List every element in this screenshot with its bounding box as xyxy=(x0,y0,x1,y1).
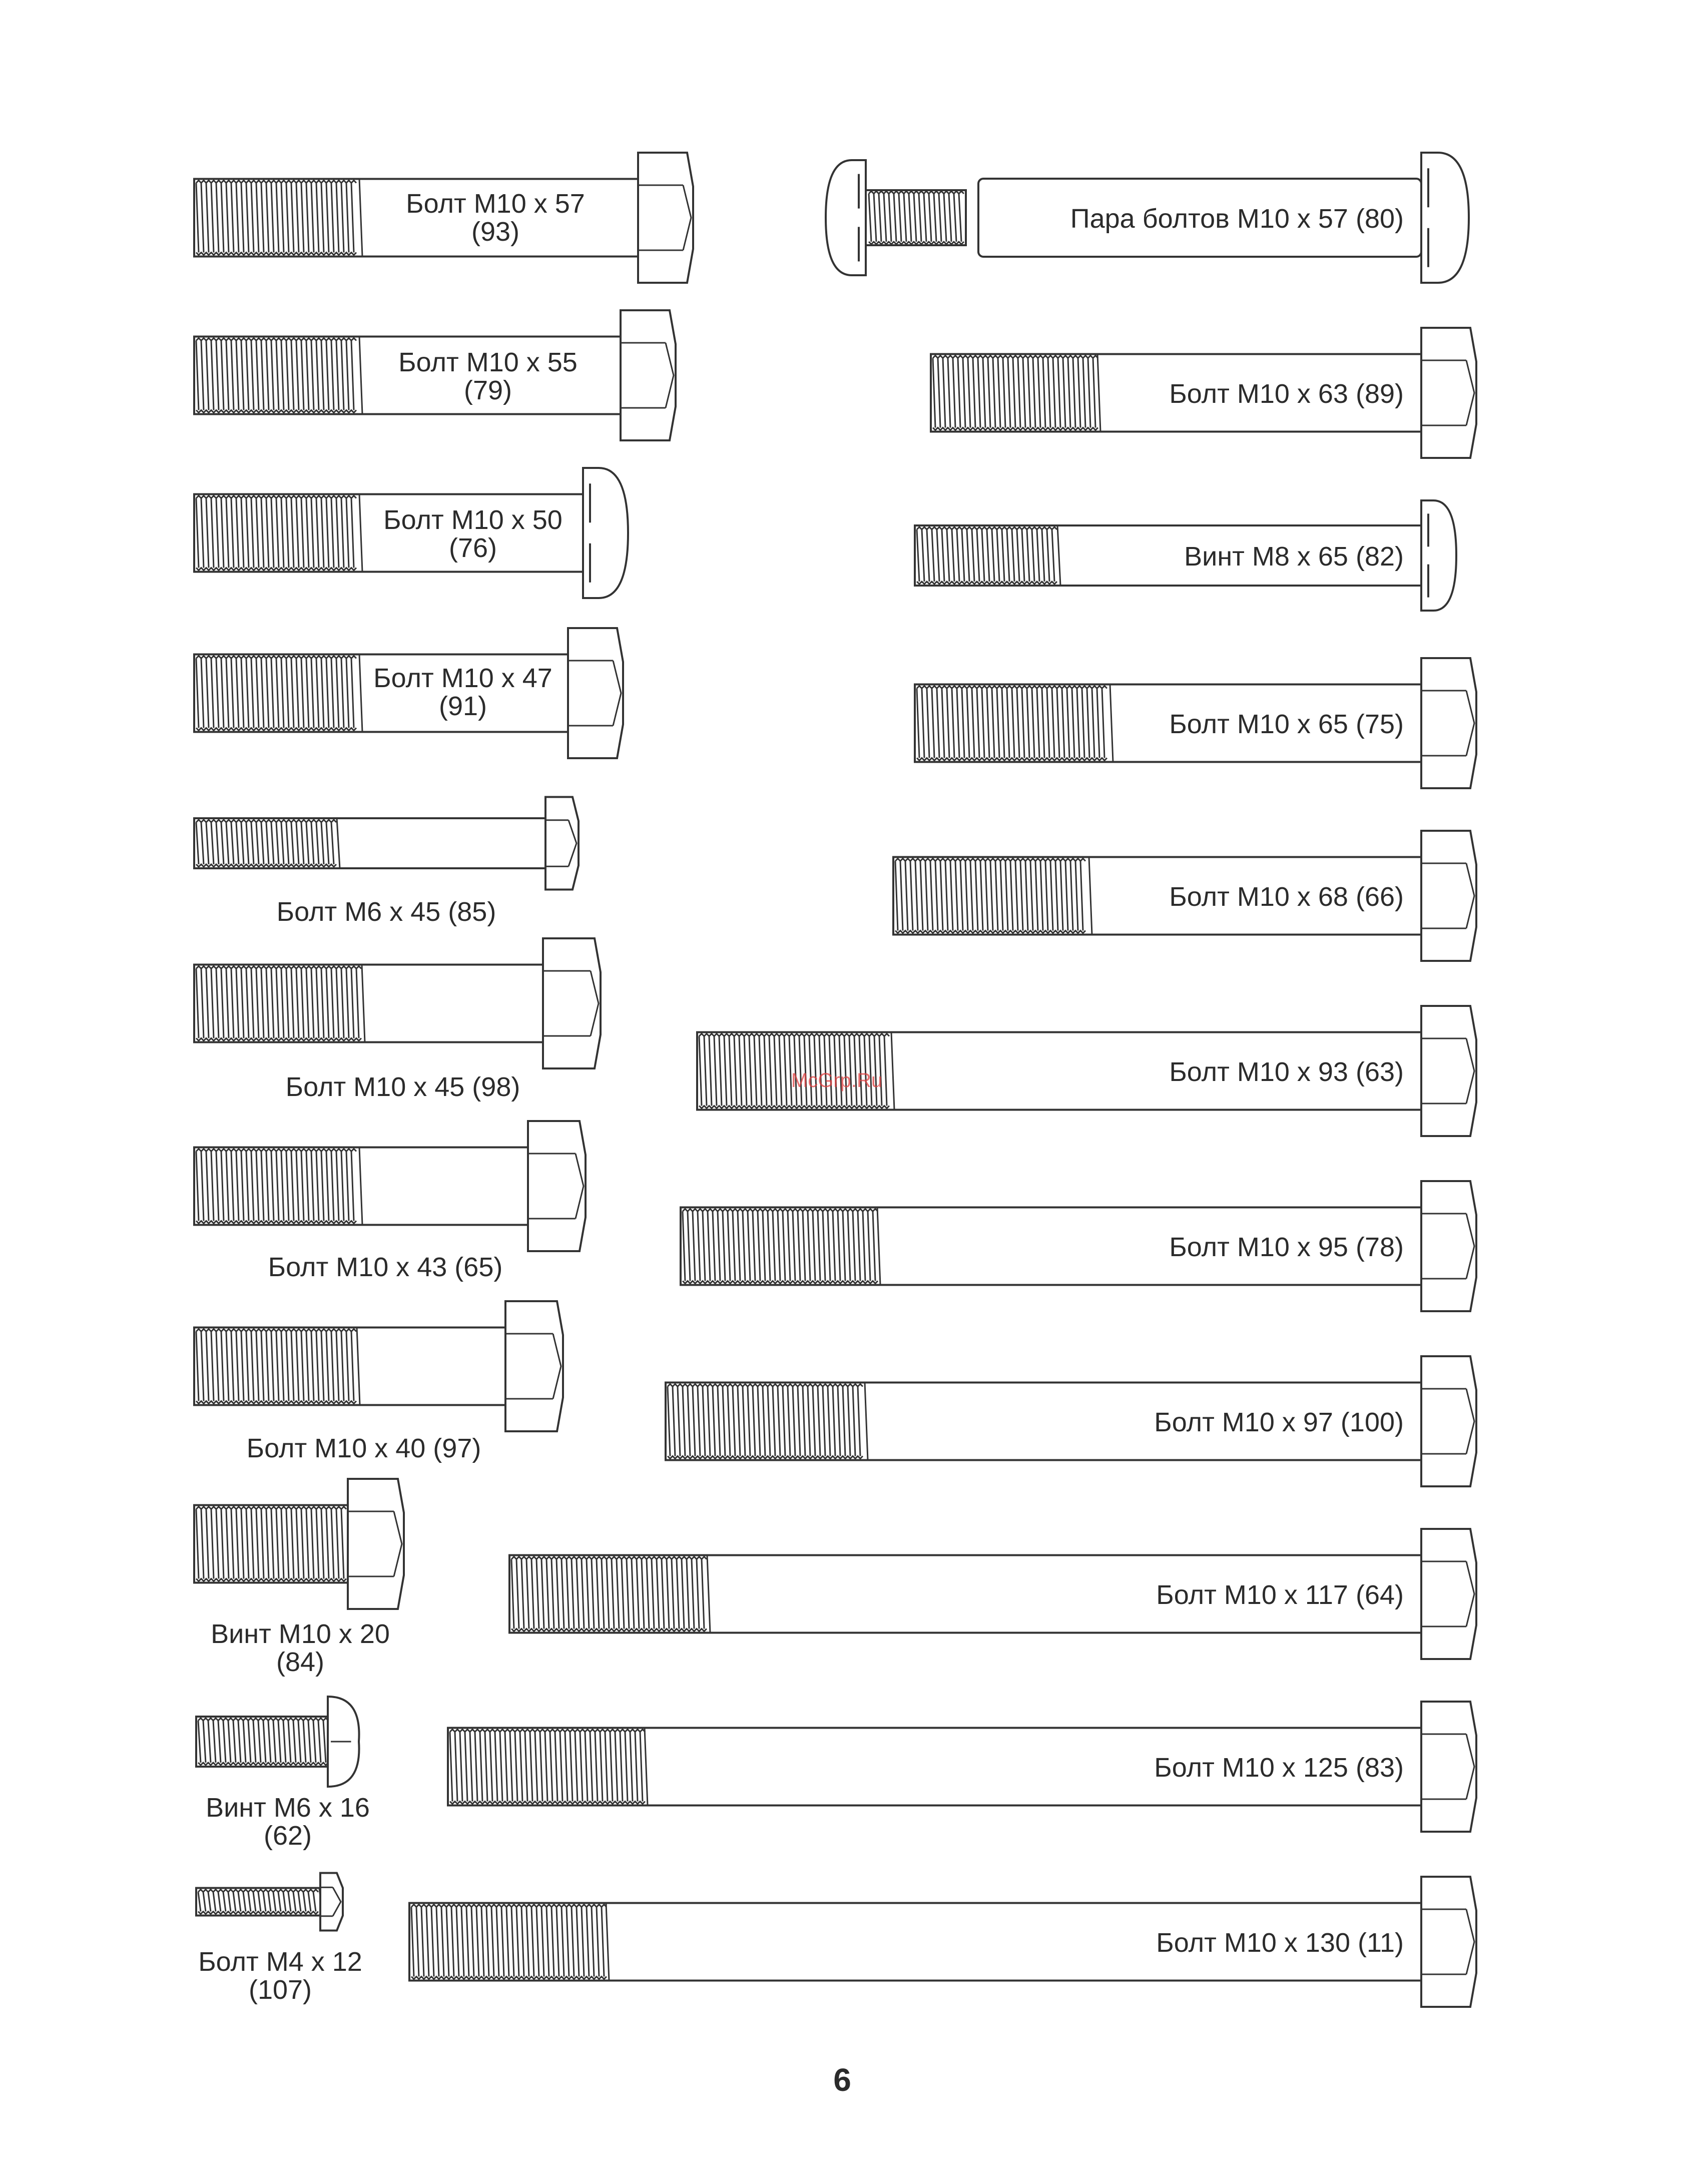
bolt-label: Болт М10 x 40 (97) xyxy=(246,1433,481,1463)
bolt-label: (107) xyxy=(248,1975,312,2005)
bolt-label: (84) xyxy=(276,1647,325,1677)
bolt-label: Болт М10 x 57 xyxy=(406,189,585,219)
bolt-label: Болт М10 x 63 (89) xyxy=(1169,379,1404,409)
bolt-label: Болт М10 x 65 (75) xyxy=(1169,709,1404,739)
bolt-b85 xyxy=(194,797,579,890)
bolt-label: Болт М10 x 47 xyxy=(373,663,552,693)
bolt-label: Болт М6 x 45 (85) xyxy=(276,897,496,927)
watermark: McGrp.Ru xyxy=(791,1069,883,1091)
bolt-label: Болт М10 x 45 (98) xyxy=(285,1072,520,1102)
bolt-label: (79) xyxy=(463,375,512,405)
bolt-label: Болт М10 x 97 (100) xyxy=(1154,1407,1404,1437)
bolt-label: Болт М10 x 93 (63) xyxy=(1169,1057,1404,1087)
bolt-b97 xyxy=(194,1301,563,1431)
bolt-b91 xyxy=(194,628,623,758)
bolt-label: Болт М4 x 12 xyxy=(198,1947,362,1977)
bolt-label: Винт М10 x 20 xyxy=(211,1619,390,1649)
bolt-v62 xyxy=(196,1697,359,1787)
bolt-label: Болт М10 x 130 (11) xyxy=(1156,1928,1404,1958)
bolt-label: Пара болтов М10 x 57 (80) xyxy=(1070,204,1404,234)
page-number: 6 xyxy=(833,2062,851,2098)
bolt-b65 xyxy=(194,1121,586,1251)
bolt-label: Болт М10 x 95 (78) xyxy=(1169,1232,1404,1262)
bolt-label: Болт М10 x 50 xyxy=(383,505,563,535)
bolt-label: (91) xyxy=(438,691,487,721)
bolt-b107 xyxy=(196,1873,343,1931)
bolt-label: Болт М10 x 68 (66) xyxy=(1169,882,1404,912)
bolt-label: Винт М8 x 65 (82) xyxy=(1184,541,1404,572)
bolt-b98 xyxy=(194,938,601,1068)
bolt-label: Винт М6 x 16 xyxy=(206,1793,370,1823)
bolt-label: Болт М10 x 55 xyxy=(398,347,578,377)
bolt-label: Болт М10 x 117 (64) xyxy=(1156,1580,1404,1610)
bolt-label: (93) xyxy=(471,217,520,247)
bolt-label: (62) xyxy=(263,1821,312,1851)
bolt-v84 xyxy=(194,1479,404,1609)
bolt-label: (76) xyxy=(448,533,497,563)
bolt-label: Болт М10 x 43 (65) xyxy=(268,1252,503,1282)
bolt-label: Болт М10 x 125 (83) xyxy=(1154,1753,1404,1783)
